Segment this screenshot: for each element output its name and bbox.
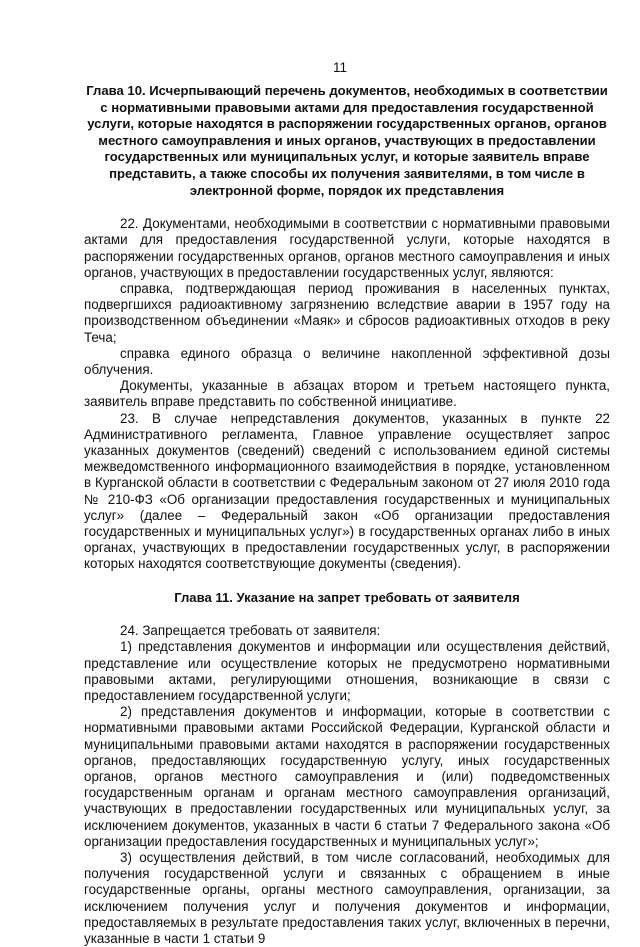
paragraph-24: 24. Запрещается требовать от заявителя: [120, 623, 381, 639]
paragraph-24-item-2: 2) представления документов и информации, которые в соответствии с нормативными правовыми актами Российской Федерации, Курганской области и муниципальными правовыми актами находятся в распоряжении государственных органов, предоставляющих государственную услугу, иных государственных органов, органов местного самоуправления и (или) подведомственных государственным органам и органам местного самоуправления организаций, участвующих в предоставлении государственных или муниципальных услуг, за исключением документов, указанных в части 6 статьи 7 Федерального закона «Об организации предоставления государственных и муниципальных услуг»; [84, 704, 610, 849]
paragraph-23: 23. В случае непредставления документов, указанных в пункте 22 Административного регламента, Главное управление осуществляет запрос указанных документов (сведений) сведений с использованием единой системы межведомственного информационного взаимодействия в порядке, установленном в Курганской области в соответствии с Федеральным законом от 27 июля 2010 года № 210-ФЗ «Об организации предоставления государственных и муниципальных услуг» (далее – Федеральный закон «Об организации предоставления государственных и муниципальных услуг») в государственных органах либо в иных органах, участвующих в предоставлении государственных услуг, в распоряжении которых находятся соответствующие документы (сведения). [84, 410, 610, 572]
paragraph-22-note: Документы, указанные в абзацах втором и третьем настоящего пункта, заявитель вправе представить по собственной инициативе. [84, 378, 610, 410]
paragraph-24-item-3: 3) осуществления действий, в том числе согласований, необходимых для получения государственной услуги и связанных с обращением в иные государственные органы, органы местного самоуправления, организации, за исключением получения услуг и получения документов и информации, предоставляемых в результате предоставления таких услуг, включенных в перечни, указанные в части 1 статьи 9 [84, 850, 610, 947]
chapter-11-title: Глава 11. Указание на запрет требовать от заявителя [174, 589, 520, 605]
paragraph-22-item-1: справка, подтверждающая период проживания в населенных пунктах, подвергшихся радиоактивному загрязнению вследствие аварии в 1957 году на производственном объединении «Маяк» и сбросов радиоактивных отходов в реку Теча; [84, 280, 610, 345]
paragraph-22: 22. Документами, необходимыми в соответствии с нормативными правовыми актами для предоставления государственной услуги, которые находятся в распоряжении государственных органов, органов местного самоуправления и иных органов, участвующих в предоставлении государственных услуг, являются: [84, 216, 610, 280]
paragraph-24-item-1: 1) представления документов и информации или осуществления действий, представление или осуществление которых не предусмотрено нормативными правовыми актами, регулирующими отношения, возникающие в связи с предоставлением государственной услуги; [84, 639, 610, 704]
paragraph-22-item-2: справка единого образца о величине накопленной эффективной дозы облучения. [84, 345, 610, 377]
page-number: 11 [332, 60, 347, 75]
chapter-11-body [84, 623, 610, 947]
chapter-10-body [84, 216, 610, 572]
chapter-10-title: Глава 10. Исчерпывающий перечень документов, необходимых в соответствии с нормативными правовыми актами для предоставления государственной услуги, которые находятся в распоряжении государственных органов, органов местного самоуправления и иных органов, участвующих в предоставлении государственных или муниципальных услуг, и которые заявитель вправе представить, а также способы их получения заявителями, в том числе в электронной форме, порядок их представления [86, 83, 608, 198]
